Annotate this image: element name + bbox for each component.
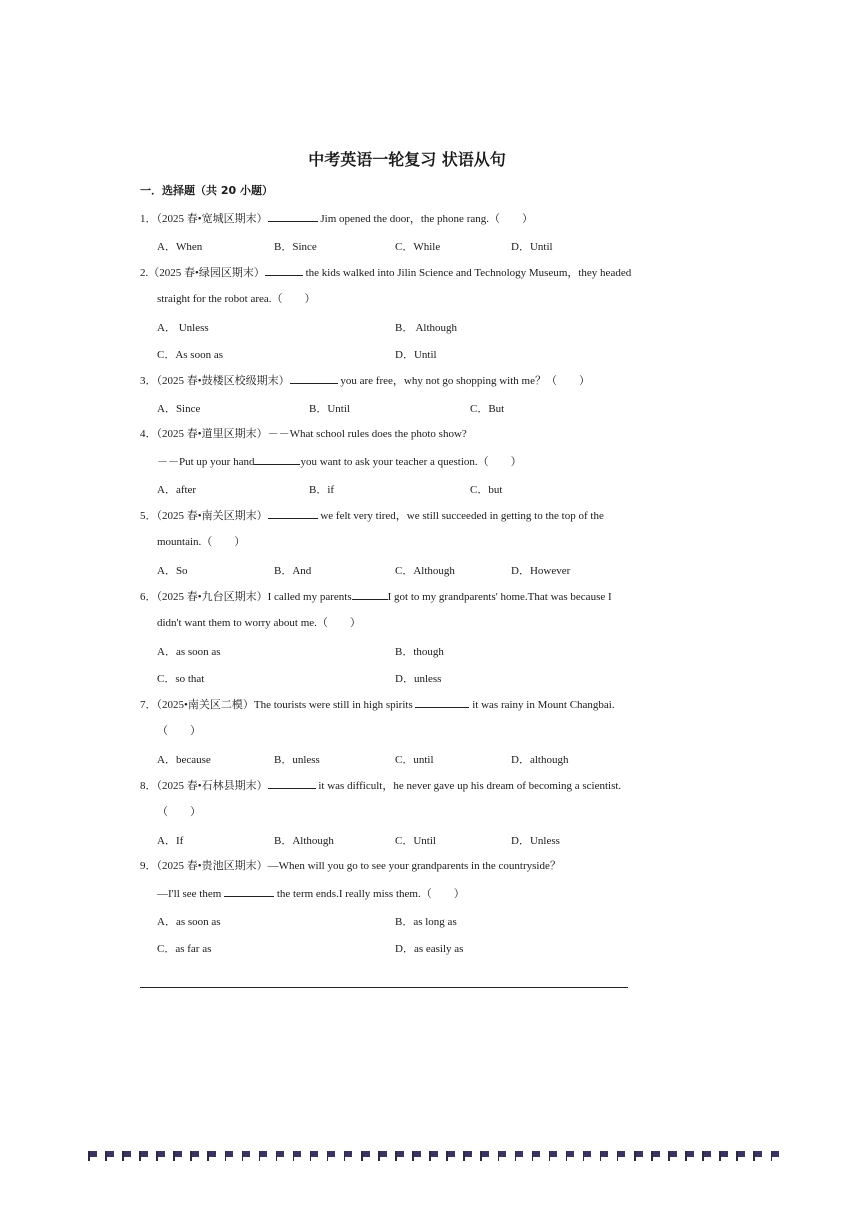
flag-icon — [378, 1151, 387, 1161]
flag-icon — [395, 1151, 404, 1161]
section-heading: 一．选择题（共 20 小题） — [140, 184, 273, 197]
option-a: A．When — [157, 241, 203, 253]
option-c: C．Until — [395, 835, 436, 847]
flag-icon — [480, 1151, 489, 1161]
question-5-stem — [140, 508, 604, 523]
option-d: D．However — [511, 565, 571, 577]
flag-icon — [361, 1151, 370, 1161]
question-8-stem-cont: （ ） — [157, 806, 201, 818]
question-9-text-b: the term ends.I really miss them.（ ） — [274, 888, 465, 900]
option-b: B．though — [395, 646, 444, 658]
answer-blank — [352, 589, 388, 600]
question-3-source: 3．（2025 春•鼓楼区校级期末） — [140, 375, 290, 387]
option-b: B．Until — [309, 403, 350, 415]
flag-icon — [583, 1151, 592, 1161]
flag-icon — [122, 1151, 131, 1161]
flag-icon — [412, 1151, 421, 1161]
answer-blank — [268, 508, 318, 519]
question-1-stem — [140, 211, 533, 226]
option-a: A．as soon as — [157, 646, 221, 658]
option-c: C．While — [395, 241, 441, 253]
option-b: B．Although — [274, 835, 334, 847]
question-5-source: 5．（2025 春•南关区期末） — [140, 510, 268, 522]
option-d: D．Until — [395, 349, 437, 361]
question-3-stem — [140, 373, 590, 388]
question-2-stem-cont: straight for the robot area.（ ） — [157, 293, 316, 305]
answer-blank — [415, 697, 469, 708]
flag-icon — [139, 1151, 148, 1161]
option-b: B． Although — [395, 322, 458, 334]
question-9-stem-cont — [157, 886, 465, 901]
flag-icon — [668, 1151, 677, 1161]
question-5-stem-cont: mountain.（ ） — [157, 536, 246, 548]
option-c: C．But — [470, 403, 505, 415]
footnote-divider — [140, 987, 628, 988]
option-b: B．Since — [274, 241, 317, 253]
option-b: B．And — [274, 565, 312, 577]
question-4-text-a: －－Put up your hand — [157, 456, 255, 468]
option-a: A．because — [157, 754, 211, 766]
flag-icon — [549, 1151, 558, 1161]
question-9-text-a: —I'll see them — [157, 888, 222, 900]
flag-icon — [515, 1151, 524, 1161]
question-2-text: the kids walked into Jilin Science and Technology Museum，they headed — [302, 267, 632, 279]
flag-icon — [344, 1151, 353, 1161]
flag-icon — [685, 1151, 694, 1161]
flag-icon — [429, 1151, 438, 1161]
option-d: D．although — [511, 754, 569, 766]
flag-icon — [88, 1151, 97, 1161]
flag-icon — [276, 1151, 285, 1161]
option-c: C．As soon as — [157, 349, 224, 361]
flag-icon — [736, 1151, 745, 1161]
question-2-source: 2.（2025 春•绿园区期末） — [140, 267, 265, 279]
answer-blank — [290, 373, 338, 384]
option-d: D．Until — [511, 241, 553, 253]
answer-blank — [268, 211, 318, 222]
question-7-stem — [140, 697, 615, 712]
option-d: D．Unless — [511, 835, 560, 847]
flag-icon — [173, 1151, 182, 1161]
question-4-stem: 4．（2025 春•道里区期末）－－What school rules does the photo show? — [140, 428, 467, 440]
option-b: B．unless — [274, 754, 320, 766]
option-d: D．as easily as — [395, 943, 464, 955]
question-2-stem — [140, 265, 631, 280]
flag-icon — [190, 1151, 199, 1161]
flag-icon — [446, 1151, 455, 1161]
option-c: C．so that — [157, 673, 205, 685]
question-5-text: we felt very tired，we still succeeded in getting to the top of the — [317, 510, 604, 522]
flag-icon — [566, 1151, 575, 1161]
flag-icon — [498, 1151, 507, 1161]
flag-icon — [207, 1151, 216, 1161]
option-a: A．If — [157, 835, 184, 847]
question-6-stem — [140, 589, 612, 604]
option-a: A．Since — [157, 403, 201, 415]
flag-icon — [771, 1151, 780, 1161]
option-c: C．but — [470, 484, 503, 496]
question-7-stem-cont: （ ） — [157, 725, 201, 737]
question-4-text-b: you want to ask your teacher a question.（ ） — [300, 456, 522, 468]
flag-icon — [310, 1151, 319, 1161]
question-8-source: 8．（2025 春•石林县期末） — [140, 780, 268, 792]
answer-blank — [224, 886, 274, 897]
option-b: B．if — [309, 484, 335, 496]
question-9-stem: 9．（2025 春•贵池区期末）—When will you go to see your grandparents in the countryside？ — [140, 860, 561, 872]
answer-blank — [265, 265, 303, 276]
question-1-text: Jim opened the door，the phone rang.（ ） — [317, 213, 533, 225]
flag-icon — [259, 1151, 268, 1161]
question-4-stem-cont — [157, 454, 522, 469]
flag-icon — [600, 1151, 609, 1161]
flag-icon — [156, 1151, 165, 1161]
option-a: A．as soon as — [157, 916, 221, 928]
question-7-text-b: it was rainy in Mount Changbai. — [469, 699, 615, 711]
option-a: A．after — [157, 484, 197, 496]
option-a: A．So — [157, 565, 188, 577]
option-c: C．Although — [395, 565, 455, 577]
flag-icon — [617, 1151, 626, 1161]
question-6-text-b: I got to my grandparents' home.That was because I — [387, 591, 612, 603]
option-c: C．as far as — [157, 943, 212, 955]
flag-icon — [753, 1151, 762, 1161]
flag-icon — [242, 1151, 251, 1161]
flag-icon — [634, 1151, 643, 1161]
question-8-text: it was difficult，he never gave up his dream of becoming a scientist. — [315, 780, 622, 792]
question-3-text: you are free，why not go shopping with me？（ ） — [337, 375, 590, 387]
option-d: D．unless — [395, 673, 442, 685]
option-c: C．until — [395, 754, 434, 766]
flag-icon — [463, 1151, 472, 1161]
question-6-text-a: 6．（2025 春•九台区期末）I called my parents — [140, 591, 352, 603]
answer-blank — [254, 454, 300, 465]
question-6-stem-cont: didn't want them to worry about me.（ ） — [157, 617, 361, 629]
flag-icon — [702, 1151, 711, 1161]
question-7-text-a: 7．（2025•南关区二模）The tourists were still in high spirits — [140, 699, 413, 711]
question-8-stem — [140, 778, 621, 793]
flag-icon — [719, 1151, 728, 1161]
option-b: B．as long as — [395, 916, 457, 928]
option-a: A． Unless — [157, 322, 209, 334]
flag-icon — [327, 1151, 336, 1161]
flag-icon — [651, 1151, 660, 1161]
flag-icon — [105, 1151, 114, 1161]
flag-icon — [532, 1151, 541, 1161]
answer-blank — [268, 778, 316, 789]
question-1-source: 1．（2025 春•宽城区期末） — [140, 213, 268, 225]
flag-icon — [293, 1151, 302, 1161]
flag-icon — [225, 1151, 234, 1161]
decorative-flag-border — [88, 1151, 780, 1163]
page-title: 中考英语一轮复习 状语从句 — [308, 150, 506, 169]
